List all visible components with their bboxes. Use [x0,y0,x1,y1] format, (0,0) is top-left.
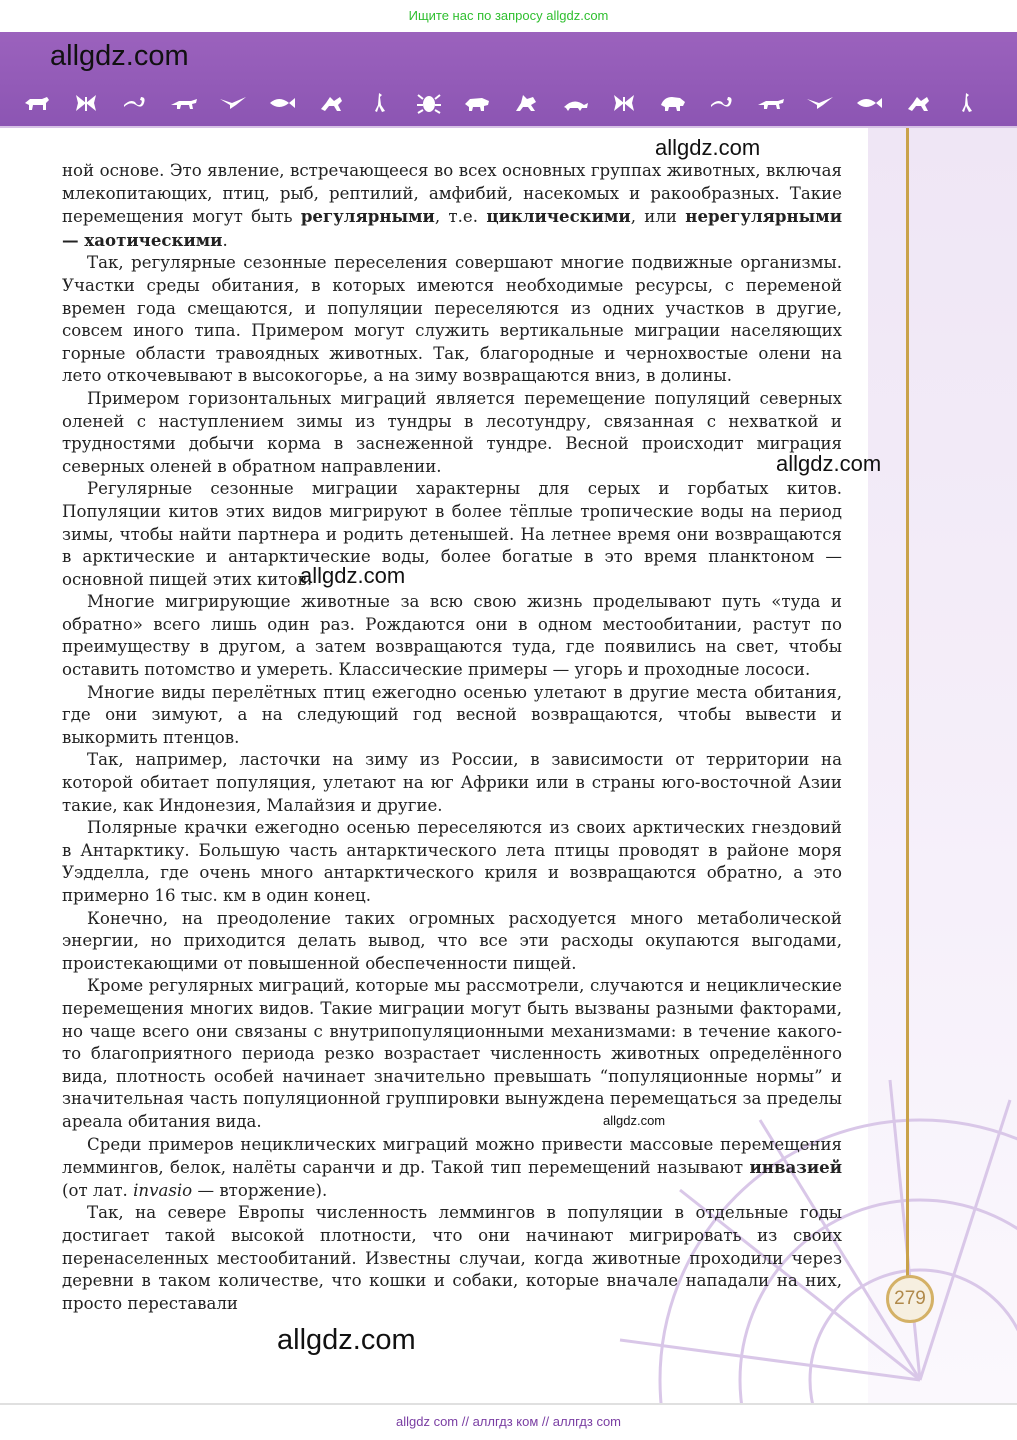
term-regular: регулярными [300,206,435,227]
fish-icon [854,91,884,115]
crab-icon [511,91,541,115]
paragraph-7: Так, например, ласточки на зиму из России, в зависимости от территории на которой обитает популяция, улетают на юг Африки или в страны юго-восточной Азии такие, как Индонезия, Малайзия и другие. [62,750,842,815]
bull-icon [22,91,52,115]
crab-icon [316,91,346,115]
lizard-icon [756,91,786,115]
beetle-icon [414,91,444,115]
p11-text-d: — вторжение). [192,1180,328,1200]
header-divider [0,126,1017,128]
animal-icons-row [22,88,982,118]
watermark: allgdz.com [776,451,882,476]
term-cyclic: циклическими [486,206,631,227]
paragraph-3: Примером горизонтальных миграций является перемещение популяций северных оленей с наступлением зимы из тундры в лесотундру, связанная с нехваткой и трудностями добычи корма в заснеженной тундре. Весной происходит миграция северных оленей в обратном направлении. [62,388,842,476]
heron-icon [365,91,395,115]
p1-text-a: ной основе. Это явление, встречающееся во всех основных группах животных, включая млекопитающих, птиц, рыб, рептилий, амфибий, насекомых и ракообразных. Такие перемещения могут быть [62,161,842,227]
paragraph-2: Так, регулярные сезонные переселения совершают многие подвижные организмы. Участки среды обитания, в которых имеются необходимые ресурсы, с переменой времен года смещаются, и популяции переселяются из одних участков в другие, совсем иного типа. Примером могут служить вертикальные миграции населяющих горные области травоядных животных. Так, благородные и чернохвостые олени на лето откочевывают в высокогорье, а на зиму возвращаются вниз, в долины. [62,253,842,386]
watermark: allgdz.com [300,563,406,588]
turtle-icon [560,91,590,115]
paragraph-6: Многие виды перелётных птиц ежегодно осенью улетают в другие места обитания, где они зимуют, а на следующий год весной возвращаются, чтобы вывести и выкормить птенцов. [62,682,842,747]
paragraph-5: Многие мигрирующие животные за всю свою жизнь проделывают путь «туда и обратно» всего лишь один раз. Рождаются они в одном местообитании, растут по преимуществу в другом, а затем возвращаются туда, где появились на свет, чтобы оставить потомство и умереть. Классические примеры — угорь и проходные лососи. [62,592,842,680]
term-invasion: инвазией [749,1157,842,1178]
footer-divider [0,1403,1017,1405]
watermark: allgdz.com [277,1324,416,1356]
butterfly-icon [609,91,639,115]
p11-text-c: (от лат. [62,1180,134,1200]
paragraph-8: Полярные крачки ежегодно осенью переселяются из своих арктических гнездовий в Антарктику. Большую часть антарктического лета птицы проводят в районе моря Уэдделла, где очень много антарктического криля и возвращаются обратно, а это примерно 16 тыс. км в один конец. [62,818,842,905]
sidebar-gold-line [906,128,909,1276]
fish-icon [267,91,297,115]
term-latin: invasio [133,1180,193,1200]
term-irregular: нерегулярными — хаотическими [62,206,843,250]
bird-icon [218,91,248,115]
brand-watermark: allgdz.com [50,40,189,72]
paragraph-1 [62,160,842,252]
footer-links[interactable]: allgdz com // аллгдз ком // аллгдз com [395,1414,622,1429]
watermark: allgdz.com [655,135,761,160]
heron-icon [952,91,982,115]
p11-text-a: Среди примеров нециклических миграций можно привести массовые перемещения леммингов, белок, налёты саранчи и др. Такой тип перемещений называют [62,1134,842,1178]
top-search-note[interactable]: Ищите нас по запросу allgdz.com [408,8,609,23]
p1-text-c: , т.е. [434,207,487,227]
page-number-badge: 279 [886,1275,934,1323]
paragraph-9: Конечно, на преодоление таких огромных расходуется много метаболической энергии, но приходится делать вывод, что все эти расходы окупаются выгодами, проистекающими от повышенной обеспеченности пищей. [62,908,842,973]
bird-icon [805,91,835,115]
paragraph-12: Так, на севере Европы численность леммингов в популяции в отдельные годы достигает такой высокой плотности, что они начинают мигрировать из своих перенаселенных местообитаний. Известны случаи, когда животные проходили через деревни в таком количестве, что кошки и собаки, которые вначале нападали на них, просто переставали [62,1203,842,1313]
boar-icon [462,91,492,115]
page-body [62,160,842,1315]
p1-text-e: . [222,230,228,250]
watermark: allgdz.com [603,1113,666,1128]
crab-icon [903,91,933,115]
butterfly-icon [71,91,101,115]
p1-text-d: , или [630,207,686,227]
scorpion-icon [707,91,737,115]
paragraph-4: Регулярные сезонные миграции характерны для серых и горбатых китов. Популяции китов этих видов мигрируют в более тёплые тропические воды на период зимы, чтобы найти партнера и родить детенышей. На летнее время они возвращаются в арктические и антарктические воды, более богатые в это время планктоном — основной пищей этих китов. [62,479,842,589]
bison-icon [658,91,688,115]
lizard-icon [169,91,199,115]
scorpion-icon [120,91,150,115]
paragraph-11 [62,1134,842,1203]
paragraph-10: Кроме регулярных миграций, которые мы рассмотрели, случаются и нециклические перемещения многих видов. Такие миграции могут быть вызваны разными факторами, но чаще всего они связаны с внутрипопуляционными механизмами: в течение какого-то благоприятного периода резко возрастает численность животных определённого вида, плотность особей начинает значительно превышать “популяционные нормы” и значительная часть популяционной группировки вынуждена перемещаться за пределы ареала обитания вида. [62,976,842,1131]
